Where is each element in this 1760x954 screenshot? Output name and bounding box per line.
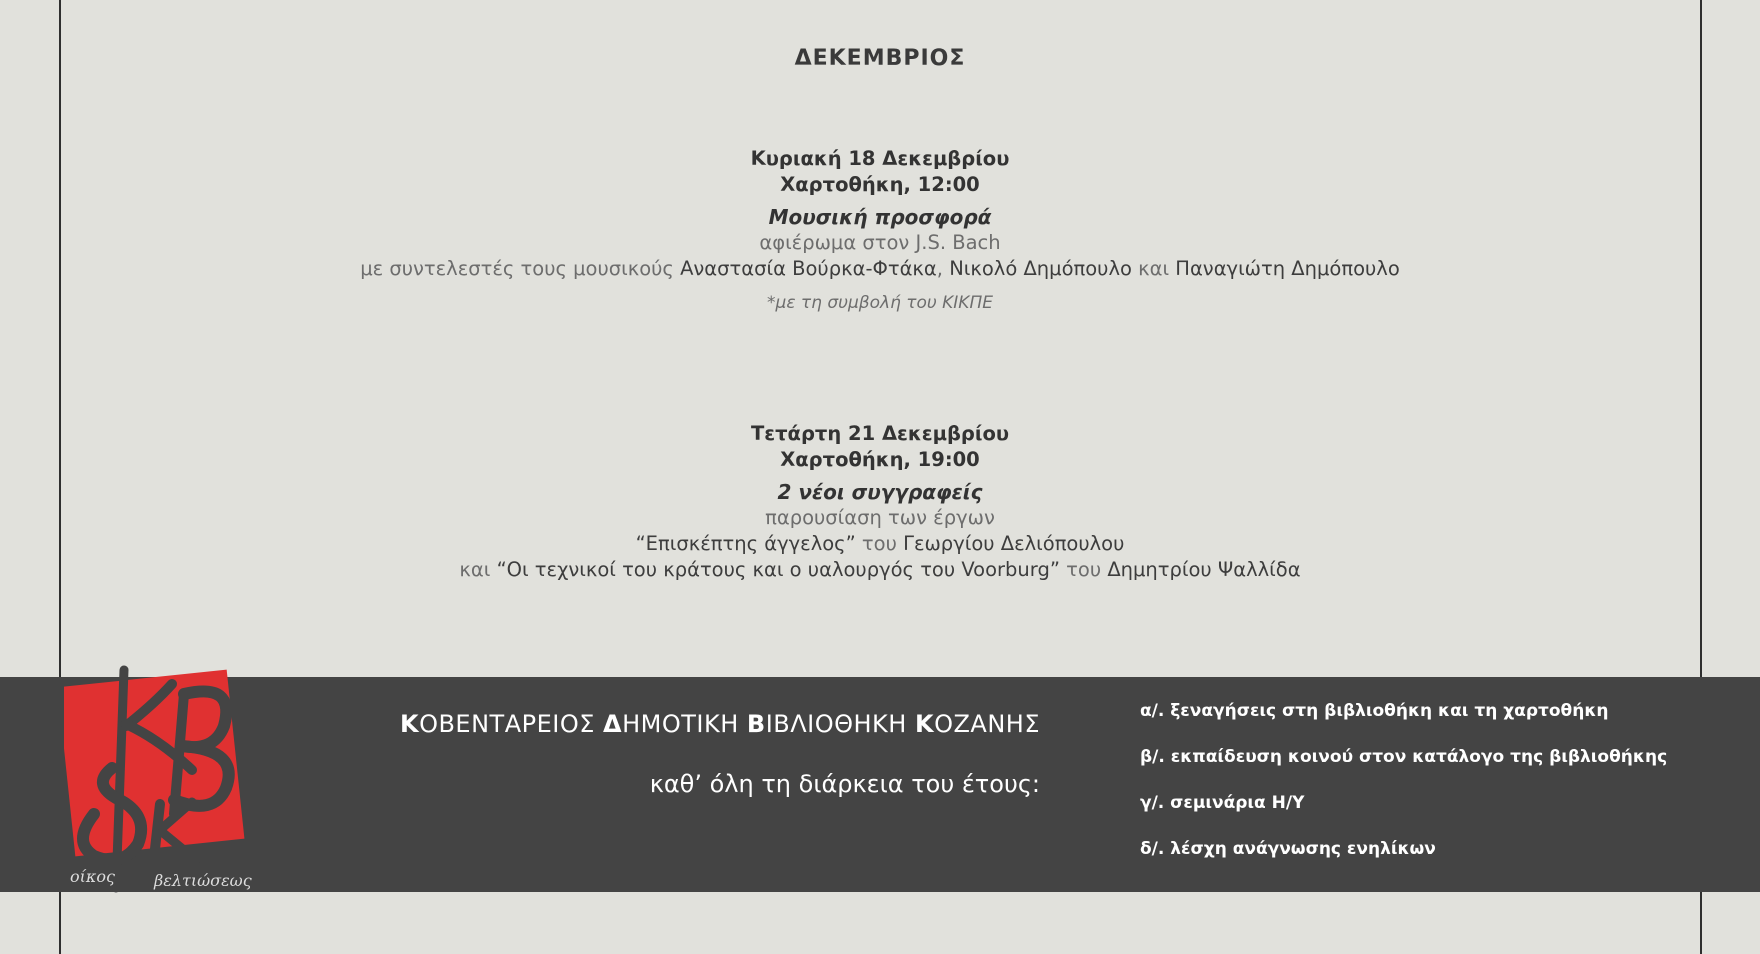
and-word: και [459,558,497,581]
library-logo [64,664,264,900]
service-item: γ/. σεμινάρια Η/Υ [1140,793,1305,813]
initial-letter: Β [746,710,766,738]
event-place-time: Χαρτοθήκη, 12:00 [780,173,980,196]
event-date: Τετάρτη 21 Δεκεμβρίου [750,422,1010,445]
musician-name: Αναστασία Βούρκα-Φτάκα [680,257,937,280]
initial-letter: Δ [603,710,623,738]
author-name: Γεωργίου Δελιόπουλου [903,532,1125,555]
event-place-time: Χαρτοθήκη, 19:00 [780,448,980,471]
event-subtitle: παρουσίαση των έργων [765,506,995,529]
library-name [250,710,1040,738]
event-title: Μουσική προσφορά [768,205,992,229]
credits-prefix: με συντελεστές τους μουσικούς [360,257,681,280]
library-subtitle: καθ’ όλη τη διάρκεια του έτους: [649,770,1040,798]
services-list [1140,700,1700,884]
separator: , [936,257,950,280]
work-title: “Επισκέπτης άγγελος” [635,532,856,555]
event-2 [62,421,1698,583]
event-note: *με τη συμβολή του ΚΙΚΠΕ [767,293,993,313]
name-word: ΟΖΑΝΗΣ [934,710,1040,738]
service-item: δ/. λέσχη ανάγνωσης ενηλίκων [1140,839,1436,859]
event-subtitle: αφιέρωμα στον J.S. Bach [759,231,1001,254]
musician-name: Νικολό Δημόπουλο [949,257,1132,280]
logo-motto-left: οίκος [70,867,115,886]
month-heading: ΔΕΚΕΜΒΡΙΟΣ [794,46,966,71]
name-word: ΙΒΛΙΟΘΗΚΗ [765,710,915,738]
event-work-2 [62,557,1698,583]
service-item: β/. εκπαίδευση κοινού στον κατάλογο της βιβλιοθήκης [1140,747,1668,767]
event-date: Κυριακή 18 Δεκεμβρίου [750,147,1010,170]
event-title: 2 νέοι συγγραφείς [777,480,983,504]
event-1 [62,146,1698,316]
service-item: α/. ξεναγήσεις στη βιβλιοθήκη και τη χαρτοθήκη [1140,701,1609,721]
event-credits [62,256,1698,282]
name-word: ΗΜΟΤΙΚΗ [622,710,747,738]
initial-letter: Κ [399,710,420,738]
by-word: του [1059,558,1108,581]
author-name: Δημητρίου Ψαλλίδα [1107,558,1301,581]
musician-name: Παναγιώτη Δημόπουλο [1175,257,1400,280]
initial-letter: Κ [914,710,935,738]
name-word: ΟΒΕΝΤΑΡΕΙΟΣ [419,710,604,738]
logo-motto-right: βελτιώσεως [154,871,252,890]
work-title: “Οι τεχνικοί του κράτους και ο υαλουργός του Voorburg” [496,558,1060,581]
by-word: του [855,532,904,555]
event-work-1 [62,531,1698,557]
conjunction: και [1131,257,1176,280]
